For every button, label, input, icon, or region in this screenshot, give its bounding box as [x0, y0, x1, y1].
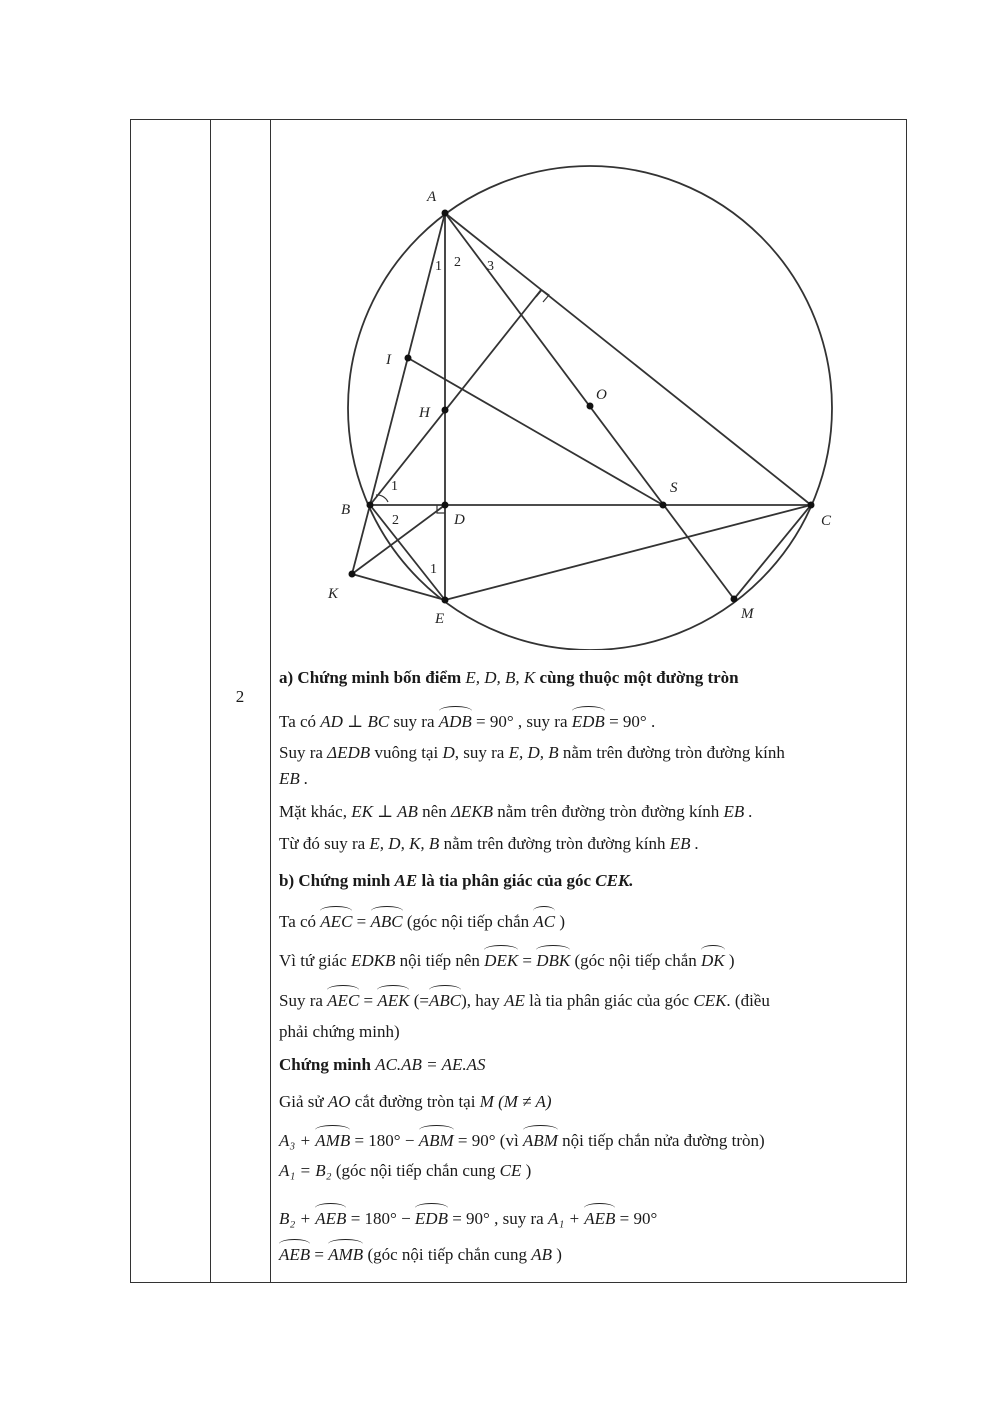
point-I	[405, 355, 412, 362]
label-K: K	[328, 586, 339, 602]
part-a-line-2: Suy ra ΔEDB vuông tại D, suy ra E, D, B nằm trên đường tròn đường kính	[279, 743, 785, 762]
point-H	[442, 407, 449, 414]
part-c-line-4: B₂ + AEB = 180° − EDB = 90° , suy ra A₁ + AEB = 90°	[279, 1204, 657, 1231]
geometry-diagram	[300, 160, 860, 650]
angle-E1: 1	[430, 562, 437, 577]
angle-A3: 3	[487, 259, 494, 274]
label-S: S	[670, 480, 678, 496]
column-divider-2	[270, 120, 271, 1282]
geometry-figure	[300, 160, 860, 650]
point-M	[731, 596, 738, 603]
segment-KE	[352, 574, 445, 600]
point-K	[349, 571, 356, 578]
part-c-line-2: A₃ + AMB = 180° − ABM = 90° (vì ABM nội tiếp chắn nửa đường tròn)	[279, 1126, 765, 1153]
segment-IS	[408, 358, 663, 505]
point-D	[442, 502, 449, 509]
label-I: I	[386, 352, 391, 368]
label-M: M	[741, 606, 754, 622]
angle-A1: 1	[435, 259, 442, 274]
angle-B2: 2	[392, 513, 399, 528]
part-a-line-4: Mặt khác, EK ⊥ AB nên ΔEKB nằm trên đường tròn đường kính EB .	[279, 802, 753, 821]
row-number: 2	[235, 687, 245, 706]
part-a-line-1: Ta có AD ⊥ BC suy ra ADB = 90° , suy ra EDB = 90° .	[279, 707, 655, 734]
part-a-line-5: Từ đó suy ra E, D, K, B nằm trên đường tròn đường kính EB .	[279, 834, 700, 853]
part-b-line-3: Suy ra AEC = AEK (=ABC), hay AE là tia phân giác của góc CEK. (điều	[279, 986, 770, 1013]
point-C	[808, 502, 815, 509]
part-b-heading: b) Chứng minh AE là tia phân giác của góc CEK.	[279, 871, 634, 890]
part-a-heading: a) Chứng minh bốn điểm E, D, B, K cùng thuộc một đường tròn	[279, 668, 739, 687]
part-b-line-1: Ta có AEC = ABC (góc nội tiếp chắn AC )	[279, 907, 565, 934]
label-H: H	[419, 405, 430, 421]
angle-B1: 1	[391, 479, 398, 494]
point-O	[587, 403, 594, 410]
label-B: B	[341, 502, 351, 518]
part-c-line-1: Giả sử AO cắt đường tròn tại M (M ≠ A)	[279, 1092, 552, 1111]
part-c-heading: Chứng minh AC.AB = AE.AS	[279, 1055, 486, 1074]
point-A	[442, 210, 449, 217]
point-E	[442, 597, 449, 604]
angle-A2: 2	[454, 255, 461, 270]
part-a-line-3: EB .	[279, 769, 309, 788]
segment-AC	[445, 213, 811, 505]
part-b-line-2: Vì tứ giác EDKB nội tiếp nên DEK = DBK (góc nội tiếp chắn DK )	[279, 946, 735, 973]
label-A: A	[427, 189, 437, 205]
part-c-line-3: A₁ = B₂ (góc nội tiếp chắn cung CE )	[279, 1161, 532, 1180]
part-b-line-4: phải chứng minh)	[279, 1022, 400, 1041]
segment-BH-altitude	[370, 290, 541, 505]
label-D: D	[454, 512, 465, 528]
point-S	[660, 502, 667, 509]
column-divider-1	[210, 120, 211, 1282]
label-C: C	[821, 513, 832, 529]
label-E: E	[435, 611, 445, 627]
segment-EC	[445, 505, 811, 600]
label-O: O	[596, 387, 607, 403]
segment-MC	[734, 505, 811, 599]
point-B	[367, 502, 374, 509]
part-c-line-5: AEB = AMB (góc nội tiếp chắn cung AB )	[279, 1240, 562, 1267]
